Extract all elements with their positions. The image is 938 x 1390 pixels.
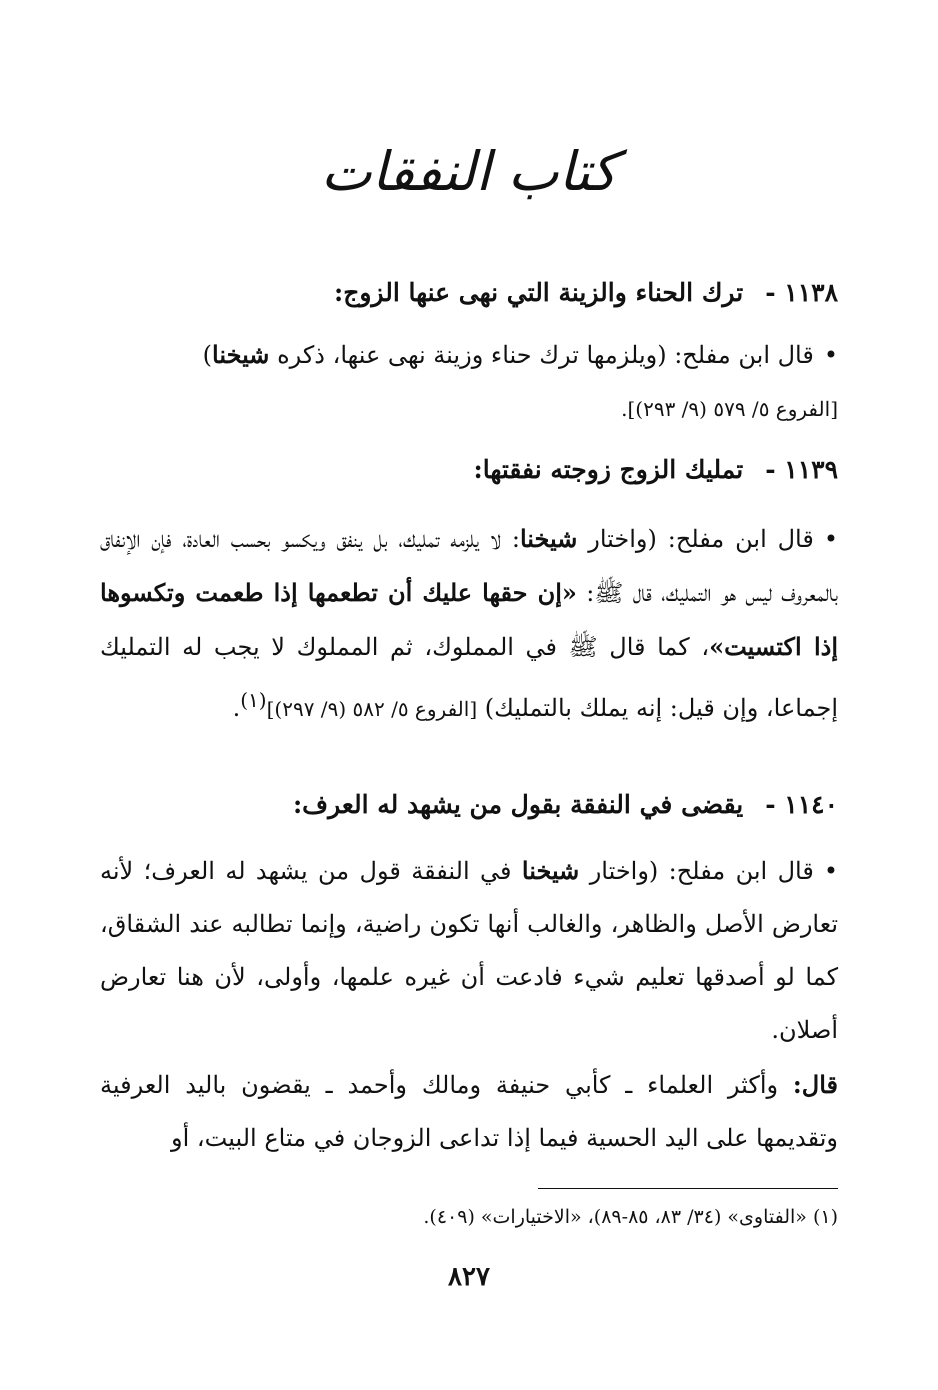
hadith-quote: «إن حقها عليك أن تطعمها إذا طعمت وتكسوها إذا اكتسيت»	[100, 578, 838, 661]
document-page	[100, 0, 838, 1390]
section-number: ١١٣٨ -	[765, 278, 838, 307]
section-title: ترك الحناء والزينة التي نهى عنها الزوج:	[333, 278, 744, 307]
bold-term: شيخنا	[212, 340, 270, 369]
quote-close: )	[202, 341, 213, 369]
section-heading-1139	[100, 455, 838, 484]
quote-intro: قال ابن مفلح: (واختار	[589, 857, 814, 885]
bullet-icon: •	[823, 857, 838, 885]
footnote-divider	[538, 1188, 838, 1189]
quote-intro: قال ابن مفلح: (ويلزمها ترك حناء وزينة نهى عنها، ذكره	[277, 341, 814, 369]
footnote-marker: (١)	[240, 688, 267, 712]
section-title: يقضى في النفقة بقول من يشهد له العرف:	[292, 790, 744, 819]
section-heading-1138	[100, 278, 838, 307]
section-body-1139	[100, 512, 838, 736]
reference-end: .	[232, 694, 241, 722]
section-body-1138	[100, 328, 838, 436]
quote-rest: في النفقة قول من يشهد له العرف؛ لأنه تعارض الأصل والظاهر، والغالب أنها تكون راضية، وإنما تطالبه عند الشقاق، كما لو أصدقها تعليم شيء فادعت أن غيره علمها، وأولى، لأن هنا تعارض أصلان.	[100, 857, 838, 1044]
page-number: ٨٢٧	[448, 1262, 490, 1292]
section-number: ١١٣٩ -	[765, 455, 838, 484]
section-number: ١١٤٠ -	[765, 790, 838, 819]
section-title: تمليك الزوج زوجته نفقتها:	[473, 455, 744, 484]
section-heading-1140	[100, 790, 838, 819]
quote-rest: ، كما قال ﷺ في المملوك، ثم المملوك لا يجب له التمليك إجماعا، وإن قيل: إنه يملك بالتمليك)	[100, 633, 838, 722]
reference: [الفروع ٥/ ٥٧٩ (٩/ ٢٩٣)].	[621, 397, 838, 421]
continuation-text: وأكثر العلماء ـ كأبي حنيفة ومالك وأحمد ـ يقضون باليد العرفية وتقديمها على اليد الحسية فيما إذا تداعى الزوجان في متاع البيت، أو	[100, 1071, 838, 1152]
quote-middle: : لا يلزمه تمليك، بل ينفق ويكسو بحسب العادة، فإن الإنفاق بالمعروف ليس هو التمليك، قال ﷺ:	[100, 525, 838, 607]
continuation-label: قال:	[792, 1070, 838, 1099]
bold-term: شيخنا	[519, 524, 578, 553]
footnote: (١) «الفتاوى» (٣٤/ ٨٣، ٨٥-٨٩)، «الاختيارات» (٤٠٩).	[423, 1206, 838, 1228]
book-title: كتاب النفقات	[320, 140, 618, 203]
bold-term: شيخنا	[521, 856, 580, 885]
section-body-1140	[100, 844, 838, 1057]
bullet-icon: •	[823, 341, 838, 369]
continuation-paragraph	[100, 1058, 838, 1165]
bullet-icon: •	[823, 525, 838, 553]
quote-intro: قال ابن مفلح: (واختار	[588, 525, 814, 553]
reference: [الفروع ٥/ ٥٨٢ (٩/ ٢٩٧)]	[266, 697, 478, 721]
